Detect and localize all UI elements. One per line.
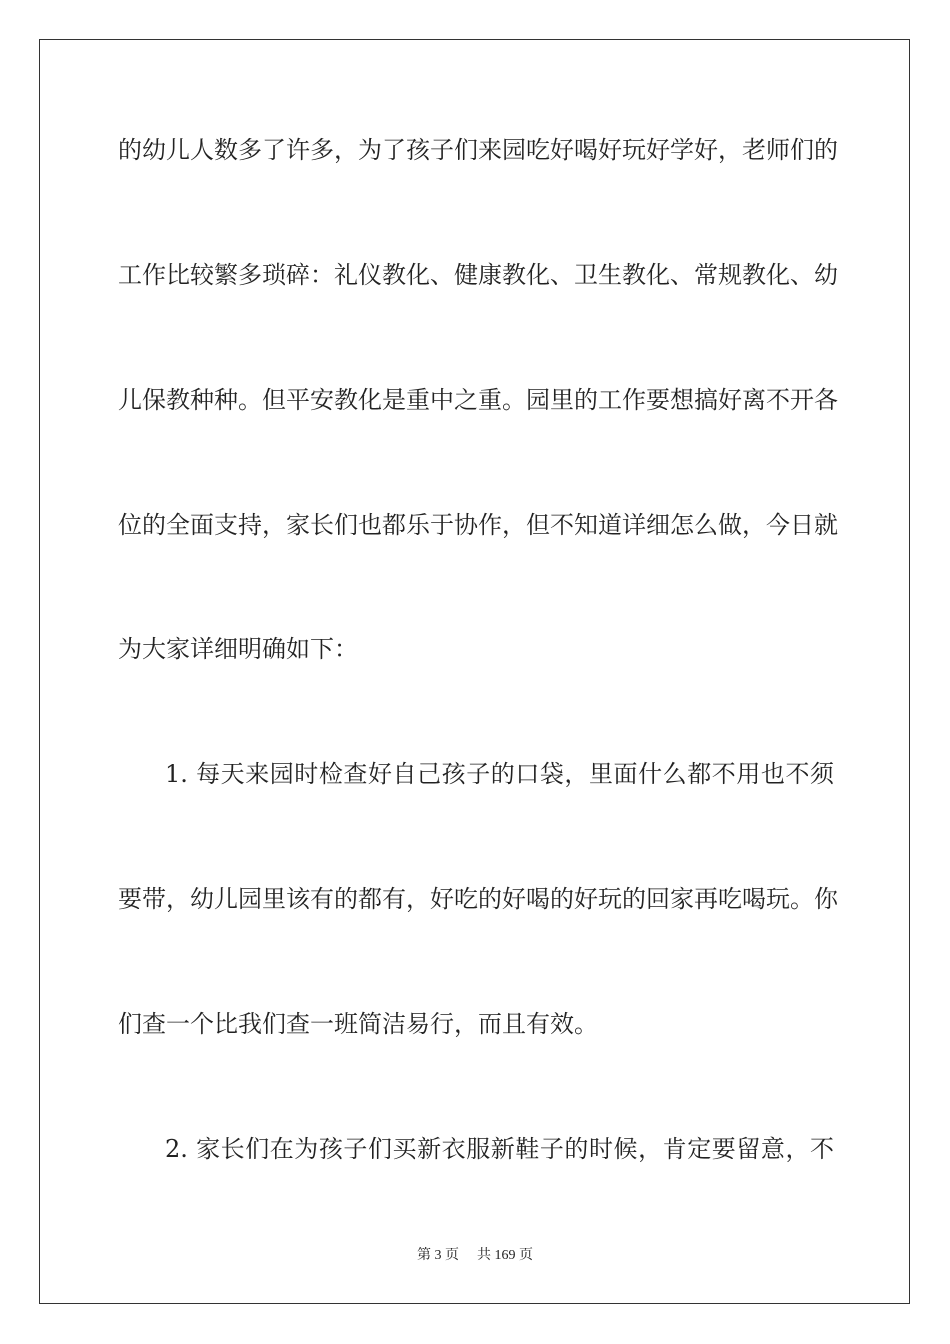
- list-item-2-text: 2. 家长们在为孩子们买新衣服新鞋子的时候，肯定要留意，不: [165, 1135, 834, 1163]
- page-frame: [39, 39, 910, 1304]
- page-number: 第 3 页: [417, 1248, 459, 1263]
- body-text-line: 的幼儿人数多了许多，为了孩子们来园吃好喝好玩好学好，老师们的: [118, 136, 838, 164]
- body-text-line: 要带，幼儿园里该有的都有，好吃的好喝的好玩的回家再吃喝玩。你: [118, 885, 838, 913]
- page-footer: [0, 1244, 950, 1268]
- list-item-1-text: 1. 每天来园时检查好自己孩子的口袋，里面什么都不用也不须: [165, 760, 834, 788]
- body-text-line: 工作比较繁多琐碎：礼仪教化、健康教化、卫生教化、常规教化、幼: [118, 261, 838, 289]
- total-pages: 共 169 页: [477, 1248, 533, 1263]
- body-text-line: 儿保教种种。但平安教化是重中之重。园里的工作要想搞好离不开各: [118, 386, 838, 414]
- body-text-line: 为大家详细明确如下：: [118, 635, 358, 663]
- body-text-line: 位的全面支持，家长们也都乐于协作，但不知道详细怎么做，今日就: [118, 511, 838, 539]
- body-text-line: 们查一个比我们查一班简洁易行，而且有效。: [118, 1010, 598, 1038]
